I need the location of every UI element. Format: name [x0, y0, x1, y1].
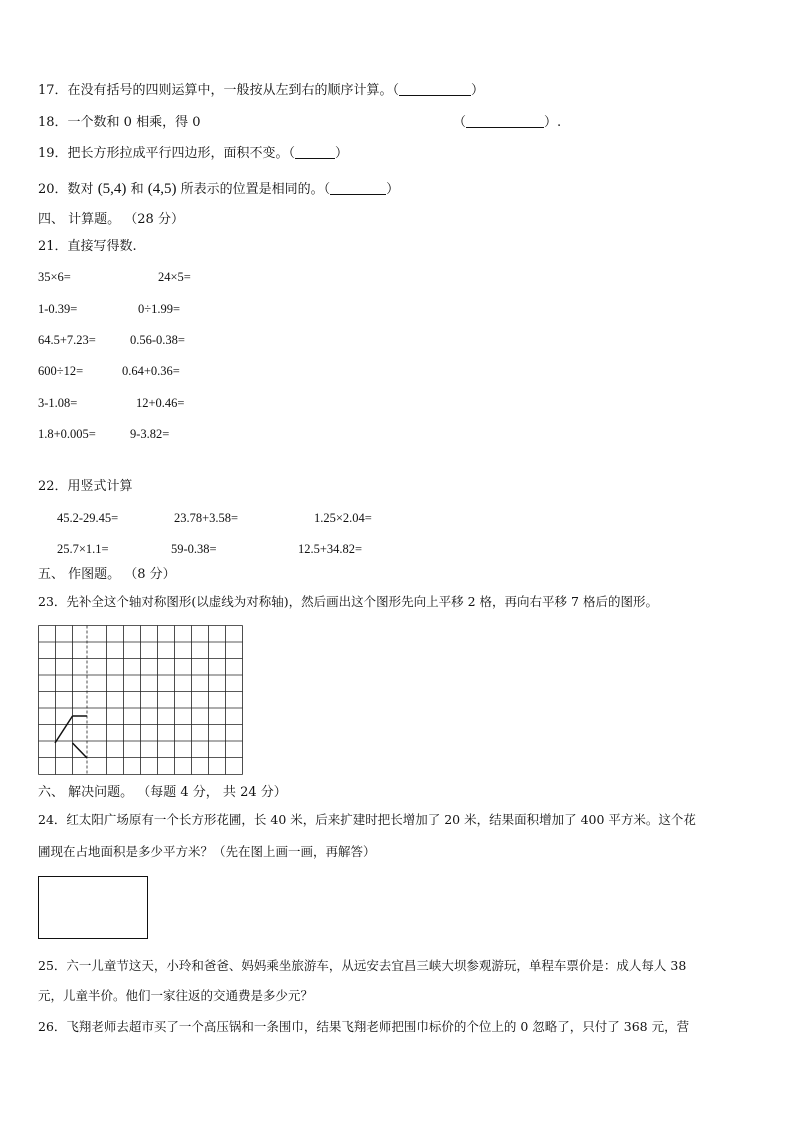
- calc-item: 1.8+0.005=: [38, 427, 96, 441]
- partial-figure: [55, 716, 87, 758]
- calc-item: 23.78+3.58=: [174, 511, 239, 525]
- drawing-grid[interactable]: [38, 625, 244, 779]
- question-17: [38, 82, 484, 100]
- calc-item: 25.7×1.1=: [57, 542, 109, 556]
- garden-rectangle[interactable]: [38, 876, 148, 939]
- calc-item: 1-0.39=: [38, 302, 78, 316]
- section-6-heading: 六、 解决问题。 （每题 4 分， 共 24 分）: [38, 785, 287, 800]
- question-23: 23．先补全这个轴对称图形(以虚线为对称轴)，然后画出这个图形先向上平移 2 格，再向右平移 7 格后的图形。: [38, 594, 658, 609]
- question-17-close: ）: [471, 83, 485, 98]
- coordinate-pair-2: (4,5): [147, 181, 177, 197]
- question-19: [38, 145, 348, 163]
- answer-blank-18[interactable]: [466, 115, 544, 128]
- section-5-heading: 五、 作图题。 （8 分）: [38, 567, 176, 582]
- question-24-line-2: 圃现在占地面积是多少平方米？（先在图上画一画，再解答）: [38, 844, 376, 859]
- calc-item: 3-1.08=: [38, 396, 78, 410]
- question-19-close: ）: [335, 146, 349, 161]
- question-20-prefix: 20．数对: [38, 182, 94, 197]
- calc-item: 45.2-29.45=: [57, 511, 119, 525]
- section-4-heading: 四、 计算题。 （28 分）: [38, 212, 184, 227]
- question-17-text: 17．在没有括号的四则运算中，一般按从左到右的顺序计算。（: [38, 83, 400, 98]
- calc-item: 12+0.46=: [136, 396, 185, 410]
- calc-item: 24×5=: [158, 270, 191, 284]
- calc-item: 64.5+7.23=: [38, 333, 96, 347]
- grid-svg: [38, 625, 244, 775]
- calc-item: 9-3.82=: [130, 427, 170, 441]
- calc-item: 0.64+0.36=: [122, 364, 180, 378]
- question-21: 21．直接写得数.: [38, 239, 137, 254]
- question-18-answer: [453, 114, 561, 132]
- answer-blank-17[interactable]: [399, 83, 471, 96]
- question-22: 22．用竖式计算: [38, 479, 133, 494]
- question-20-and: 和: [130, 182, 144, 197]
- question-19-text: 19．把长方形拉成平行四边形，面积不变。（: [38, 146, 296, 161]
- coordinate-pair-1: (5,4): [97, 181, 127, 197]
- calc-item: 0.56-0.38=: [130, 333, 185, 347]
- question-18-close: ）.: [544, 115, 562, 130]
- calc-item: 59-0.38=: [171, 542, 217, 556]
- question-18: [38, 114, 200, 132]
- question-25-line-1: 25．六一儿童节这天，小玲和爸爸、妈妈乘坐旅游车，从远安去宜昌三峡大坝参观游玩，单程车票价是：成人每人 38: [38, 958, 687, 973]
- answer-blank-19[interactable]: [295, 146, 335, 159]
- question-20: [38, 180, 399, 199]
- calc-item: 35×6=: [38, 270, 71, 284]
- calc-item: 0÷1.99=: [138, 302, 181, 316]
- answer-blank-20[interactable]: [330, 182, 386, 195]
- calc-item: 1.25×2.04=: [314, 511, 372, 525]
- question-20-text: 所表示的位置是相同的。（: [180, 182, 331, 197]
- question-25-line-2: 元，儿童半价。他们一家往返的交通费是多少元？: [38, 988, 314, 1003]
- question-26-line-1: 26．飞翔老师去超市买了一个高压锅和一条围巾，结果飞翔老师把围巾标价的个位上的 0 忽略了，只付了 368 元，营: [38, 1019, 690, 1034]
- question-18-open: （: [453, 115, 467, 130]
- question-18-text: 18．一个数和 0 相乘，得 0: [38, 115, 201, 130]
- calc-item: 12.5+34.82=: [298, 542, 363, 556]
- calc-item: 600÷12=: [38, 364, 84, 378]
- question-20-close: ）: [386, 182, 400, 197]
- question-24-line-1: 24．红太阳广场原有一个长方形花圃，长 40 米，后来扩建时把长增加了 20 米，结果面积增加了 400 平方米。这个花: [38, 812, 696, 827]
